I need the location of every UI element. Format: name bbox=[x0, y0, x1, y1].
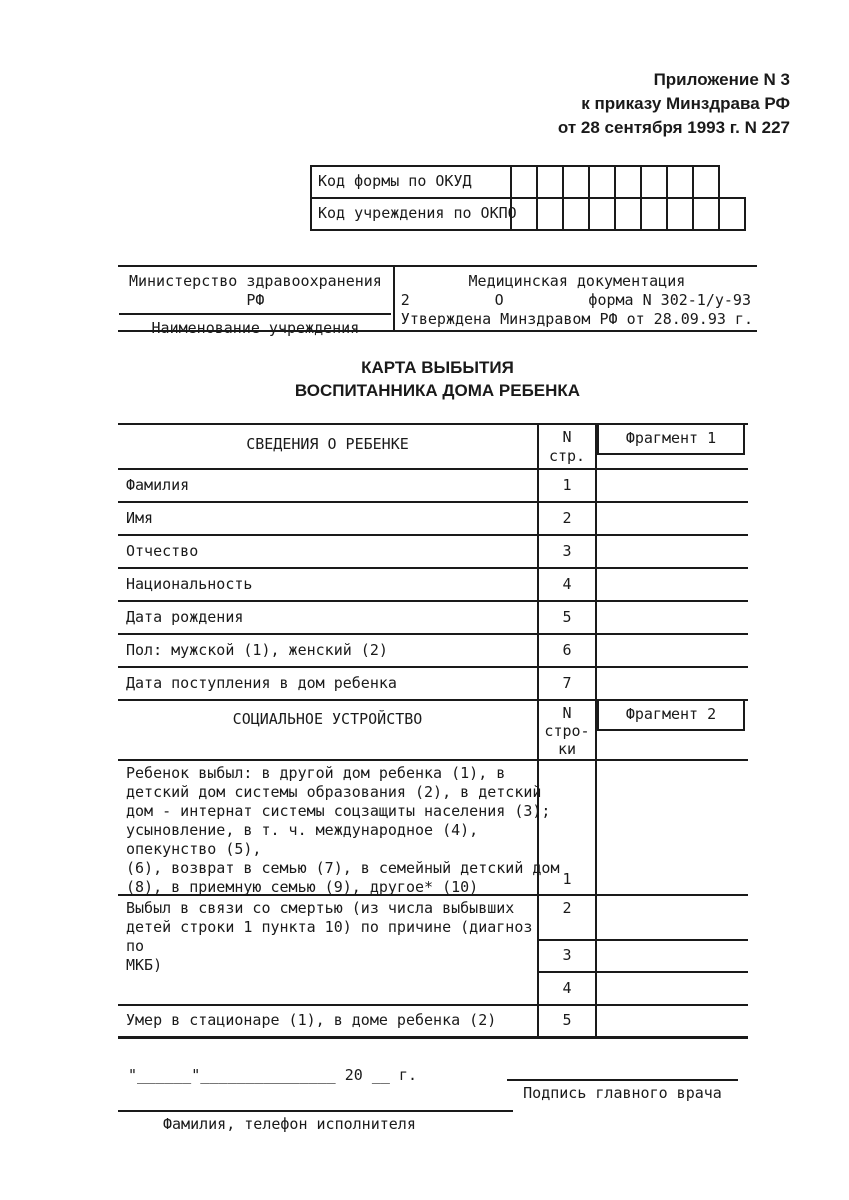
table-row bbox=[118, 569, 748, 602]
document-title bbox=[118, 356, 757, 402]
departure-reasons-row bbox=[118, 761, 748, 896]
death-cause-subrows bbox=[537, 896, 748, 1004]
row-number: 3 bbox=[537, 536, 597, 567]
departure-line: детский дом системы образования (2), в детский bbox=[126, 783, 542, 801]
row-number: 3 bbox=[537, 941, 597, 971]
main-table bbox=[118, 423, 748, 1039]
document-title-line2: ВОСПИТАННИКА ДОМА РЕБЕНКА bbox=[294, 381, 581, 400]
table-row bbox=[118, 668, 748, 701]
death-cause-line: детей строки 1 пункта 10) по причине (диагноз по bbox=[126, 918, 533, 955]
okud-code-label: Код формы по ОКУД bbox=[310, 165, 512, 199]
subrow bbox=[537, 973, 748, 1004]
departure-line: (8), в приемную семью (9), другое* (10) bbox=[126, 878, 479, 896]
executor-caption: Фамилия, телефон исполнителя bbox=[163, 1115, 416, 1133]
section2-title: СОЦИАЛЬНОЕ УСТРОЙСТВО bbox=[232, 710, 423, 728]
code-cell bbox=[510, 165, 538, 199]
died-location-row bbox=[118, 1006, 748, 1039]
section1-title: СВЕДЕНИЯ О РЕБЕНКЕ bbox=[246, 435, 409, 453]
row-fragment-cell bbox=[597, 941, 748, 971]
row-label: Отчество bbox=[126, 542, 199, 560]
departure-reasons-text bbox=[118, 761, 560, 896]
institution-name-caption: Наименование учреждения bbox=[151, 319, 360, 337]
code-cell bbox=[640, 197, 668, 231]
signature-footer bbox=[118, 1060, 748, 1160]
death-cause-line: МКБ) bbox=[126, 956, 163, 974]
row-number bbox=[537, 761, 597, 894]
death-cause-block bbox=[118, 896, 748, 1006]
ministry-name: Министерство здравоохранения РФ bbox=[128, 272, 382, 309]
appendix-note bbox=[558, 68, 790, 140]
row-label: Национальность bbox=[126, 575, 253, 593]
row-label: Дата поступления в дом ребенка bbox=[126, 674, 397, 692]
code-cell bbox=[536, 165, 564, 199]
code-cell bbox=[614, 165, 642, 199]
row-label: Имя bbox=[126, 509, 154, 527]
code-cell bbox=[588, 165, 616, 199]
departure-line: дом - интернат системы соцзащиты населения (3); bbox=[126, 802, 551, 820]
documentation-right-column bbox=[395, 267, 757, 330]
subrow bbox=[537, 896, 748, 941]
row-label: Умер в стационаре (1), в доме ребенка (2) bbox=[126, 1011, 497, 1029]
code-cell bbox=[640, 165, 668, 199]
code-cell bbox=[692, 197, 720, 231]
row-number: 2 bbox=[537, 896, 597, 939]
death-cause-line: Выбыл в связи со смертью (из числа выбывших bbox=[126, 899, 515, 917]
numcol-line1: N bbox=[562, 428, 572, 446]
executor-block bbox=[118, 1110, 513, 1133]
row-fragment-cell bbox=[597, 503, 748, 534]
code-cell bbox=[562, 197, 590, 231]
appendix-note-line3: от 28 сентября 1993 г. N 227 bbox=[557, 118, 790, 137]
code-cell bbox=[614, 197, 642, 231]
form-number-mid: О bbox=[494, 291, 504, 309]
row-fragment-cell bbox=[597, 896, 748, 939]
departure-line: опекунство (5), bbox=[126, 840, 262, 858]
row-fragment-cell bbox=[597, 470, 748, 501]
medical-documentation-label: Медицинская документация bbox=[468, 272, 686, 290]
ministry-underline bbox=[119, 313, 391, 315]
section1-numcol-header bbox=[537, 425, 597, 468]
date-fill-line: "______"_______________ 20 __ г. bbox=[128, 1066, 417, 1084]
code-cell bbox=[562, 165, 590, 199]
chief-doctor-signature-block bbox=[507, 1079, 738, 1102]
row-fragment-cell bbox=[597, 973, 748, 1004]
fragment1-box: Фрагмент 1 bbox=[597, 425, 745, 455]
row-fragment-cell bbox=[597, 761, 748, 894]
table-row bbox=[118, 536, 748, 569]
row-fragment-cell bbox=[597, 668, 748, 699]
chief-doctor-signature-caption: Подпись главного врача bbox=[523, 1084, 722, 1102]
section2-fragment-cell bbox=[597, 701, 748, 759]
row-label: Дата рождения bbox=[126, 608, 244, 626]
form-number-line bbox=[401, 291, 753, 310]
row-fragment-cell bbox=[597, 536, 748, 567]
departure-line: (6), возврат в семью (7), в семейный детский дом bbox=[126, 859, 560, 877]
code-cell bbox=[692, 165, 720, 199]
section2-header-row bbox=[118, 701, 748, 761]
table-row bbox=[118, 470, 748, 503]
okud-code-cells bbox=[512, 165, 720, 199]
subrow bbox=[537, 941, 748, 973]
appendix-note-line2: к приказу Минздрава РФ bbox=[581, 94, 790, 113]
document-title-line1: КАРТА ВЫБЫТИЯ bbox=[361, 358, 514, 377]
okpo-code-cells bbox=[512, 197, 746, 231]
code-cell bbox=[666, 165, 694, 199]
numcol-line2: стро- bbox=[544, 722, 590, 740]
fragment2-box: Фрагмент 2 bbox=[597, 701, 745, 731]
numcol-line1: N bbox=[562, 704, 572, 722]
code-cell bbox=[536, 197, 564, 231]
row-fragment-cell bbox=[597, 635, 748, 666]
row-number: 2 bbox=[537, 503, 597, 534]
numcol-line3: ки bbox=[557, 740, 577, 758]
departure-line: Ребенок выбыл: в другой дом ребенка (1), в bbox=[126, 764, 506, 782]
code-cell bbox=[510, 197, 538, 231]
departure-line: усыновление, в т. ч. международное (4), bbox=[126, 821, 479, 839]
death-cause-text bbox=[118, 896, 537, 1004]
row-label: Пол: мужской (1), женский (2) bbox=[126, 641, 388, 659]
row-number: 4 bbox=[537, 973, 597, 1004]
code-cell bbox=[666, 197, 694, 231]
row-fragment-cell bbox=[597, 1006, 748, 1036]
code-cell bbox=[718, 197, 746, 231]
row-number: 5 bbox=[537, 1006, 597, 1036]
section1-fragment-cell bbox=[597, 425, 748, 468]
approval-line: Утверждена Минздравом РФ от 28.09.93 г. bbox=[400, 310, 753, 328]
row-number: 5 bbox=[537, 602, 597, 633]
table-row bbox=[118, 602, 748, 635]
row-number: 6 bbox=[537, 635, 597, 666]
okpo-code-row bbox=[310, 197, 746, 231]
okud-code-row bbox=[310, 165, 746, 199]
ministry-block bbox=[118, 265, 757, 337]
row-number: 7 bbox=[537, 668, 597, 699]
form-number-right: форма N 302-1/у-93 bbox=[588, 291, 751, 309]
section1-header-row bbox=[118, 425, 748, 470]
row-fragment-cell bbox=[597, 569, 748, 600]
row-number-value: 1 bbox=[562, 870, 572, 888]
code-cell bbox=[588, 197, 616, 231]
form-number-left: 2 bbox=[400, 291, 410, 309]
ministry-left-column bbox=[118, 267, 395, 337]
row-number: 4 bbox=[537, 569, 597, 600]
row-label: Фамилия bbox=[126, 476, 190, 494]
section2-numcol-header bbox=[537, 701, 597, 759]
row-number: 1 bbox=[537, 470, 597, 501]
row-fragment-cell bbox=[597, 602, 748, 633]
table-row bbox=[118, 635, 748, 668]
okpo-code-label: Код учреждения по ОКПО bbox=[310, 197, 512, 231]
numcol-line2: стр. bbox=[548, 447, 586, 465]
appendix-note-line1: Приложение N 3 bbox=[653, 70, 790, 89]
table-row bbox=[118, 503, 748, 536]
code-table bbox=[310, 165, 746, 231]
